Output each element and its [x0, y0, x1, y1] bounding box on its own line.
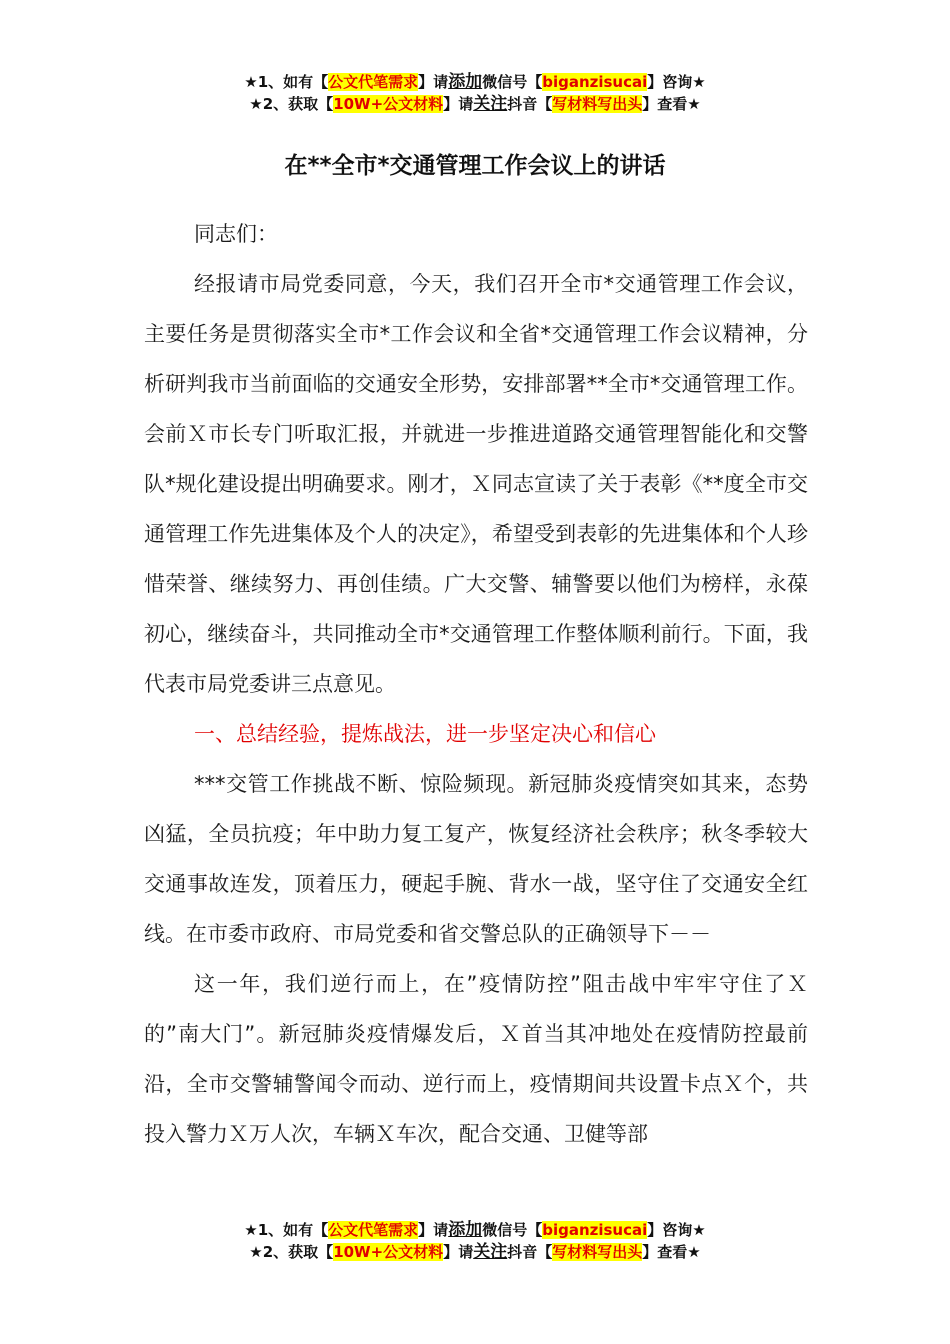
promo-emphasis: 关注	[473, 94, 508, 114]
promo-text: 】请	[418, 1221, 449, 1239]
promo-text: ★1、如有【	[244, 73, 329, 91]
document-body	[144, 209, 808, 1159]
promo-text: 微信号【	[482, 73, 543, 91]
promo-text: 】请	[418, 73, 449, 91]
body-paragraph: ***交管工作挑战不断、惊险频现。新冠肺炎疫情突如其来，态势凶猛，全员抗疫；年中助力复工复产，恢复经济社会秩序；秋冬季较大交通事故连发，顶着压力，硬起手腕、背水一战，坚守住了交通安全红线。在市委市政府、市局党委和省交警总队的正确领导下－－	[144, 772, 808, 946]
document-title: 在**全市*交通管理工作会议上的讲话	[284, 153, 666, 179]
promo-text: 】咨询★	[647, 1221, 706, 1239]
promo-text: 】查看★	[642, 95, 701, 113]
promo-text: ★2、获取【	[249, 1243, 334, 1261]
promo-highlight: 10W+公文材料	[333, 1243, 444, 1261]
promo-text: 】请	[443, 95, 474, 113]
promo-line-2	[0, 93, 950, 115]
promo-line-2	[0, 1241, 950, 1263]
douyin-id-highlight: 写材料写出头	[552, 1243, 643, 1261]
promo-highlight: 公文代笔需求	[328, 1221, 419, 1239]
promo-highlight: 公文代笔需求	[328, 73, 419, 91]
promo-banner-bottom	[0, 1219, 950, 1263]
promo-highlight: 10W+公文材料	[333, 95, 444, 113]
wechat-id-highlight: biganzisucai	[542, 1221, 648, 1239]
promo-line-1	[0, 1219, 950, 1241]
douyin-id-highlight: 写材料写出头	[552, 95, 643, 113]
promo-text: ★2、获取【	[249, 95, 334, 113]
promo-text: 抖音【	[507, 1243, 553, 1261]
body-paragraph: 经报请市局党委同意，今天，我们召开全市*交通管理工作会议，主要任务是贯彻落实全市*工作会议和全省*交通管理工作会议精神，分析研判我市当前面临的交通安全形势，安排部署**全市*交通管理工作。会前Ｘ市长专门听取汇报，并就进一步推进道路交通管理智能化和交警队*规化建设提出明确要求。刚才，Ｘ同志宣读了关于表彰《**度全市交通管理工作先进集体及个人的决定》，希望受到表彰的先进集体和个人珍惜荣誉、继续努力、再创佳绩。广大交警、辅警要以他们为榜样，永葆初心，继续奋斗，共同推动全市*交通管理工作整体顺利前行。下面，我代表市局党委讲三点意见。	[144, 272, 808, 696]
promo-text: ★1、如有【	[244, 1221, 329, 1239]
promo-text: 】咨询★	[647, 73, 706, 91]
section-heading: 一、总结经验，提炼战法，进一步坚定决心和信心	[194, 722, 656, 746]
promo-text: 】查看★	[642, 1243, 701, 1261]
promo-text: 微信号【	[482, 1221, 543, 1239]
promo-banner-top	[0, 71, 950, 115]
promo-text: 抖音【	[507, 95, 553, 113]
promo-emphasis: 关注	[473, 1242, 508, 1262]
promo-text: 】请	[443, 1243, 474, 1261]
promo-emphasis: 添加	[448, 1220, 483, 1240]
wechat-id-highlight: biganzisucai	[542, 73, 648, 91]
promo-line-1	[0, 71, 950, 93]
salutation: 同志们：	[194, 222, 278, 246]
promo-emphasis: 添加	[448, 72, 483, 92]
body-paragraph: 这一年，我们逆行而上，在”疫情防控”阻击战中牢牢守住了Ｘ的”南大门”。新冠肺炎疫情爆发后，Ｘ首当其冲地处在疫情防控最前沿，全市交警辅警闻令而动、逆行而上，疫情期间共设置卡点Ｘ个，共投入警力Ｘ万人次，车辆Ｘ车次，配合交通、卫健等部	[144, 972, 808, 1146]
